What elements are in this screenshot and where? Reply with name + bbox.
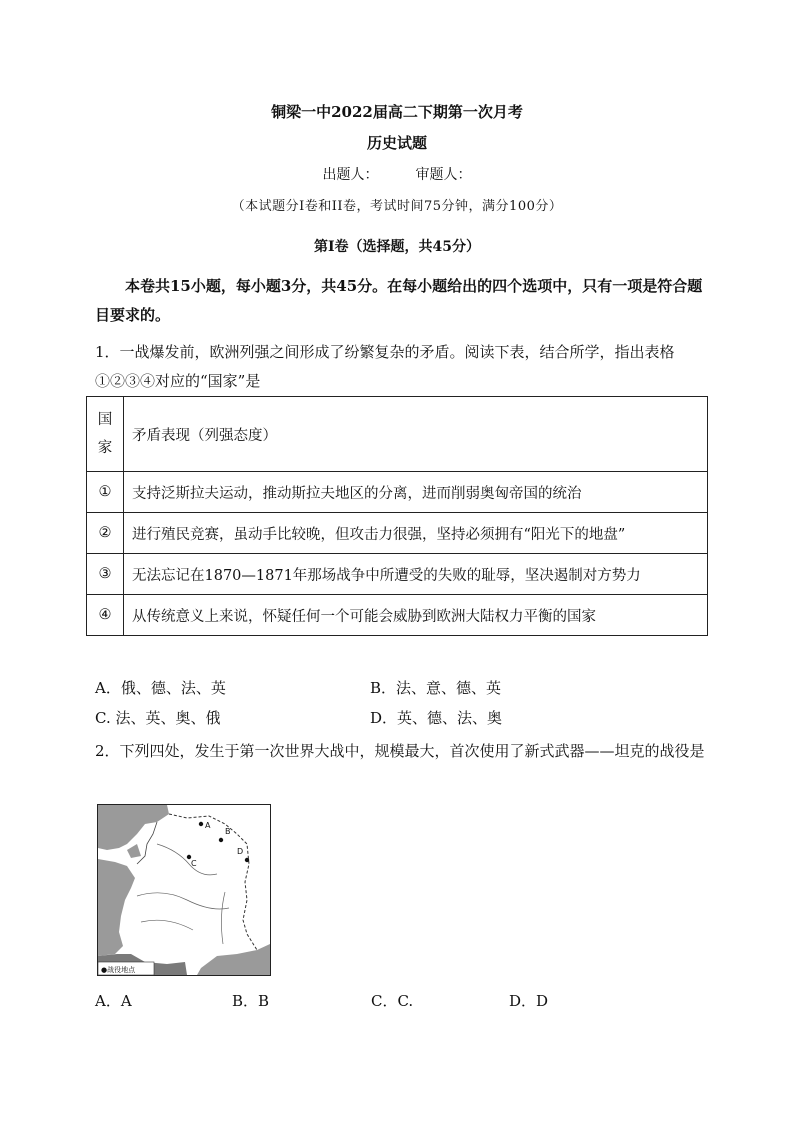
- table-header-country-text: 国家: [97, 412, 113, 456]
- question-1-stem: 1．一战爆发前，欧洲列强之间形成了纷繁复杂的矛盾。阅读下表，结合所学，指出表格①②③④对应的“国家”是: [95, 343, 675, 390]
- map-marker-label: B: [225, 827, 231, 836]
- map-marker-label: A: [205, 821, 211, 830]
- table-header-row: [87, 397, 708, 472]
- table-header-conflict: 矛盾表现（列强态度）: [124, 397, 708, 472]
- q1-option-a[interactable]: A．俄、德、法、英: [95, 679, 226, 697]
- map-marker-label: D: [237, 847, 244, 856]
- reviewer-label: 审题人：: [415, 167, 472, 183]
- staff-line: [0, 164, 794, 184]
- q2-option-a[interactable]: A．A: [95, 992, 132, 1010]
- table-cell-text: 进行殖民竞赛，虽动手比较晚，但攻击力很强，坚持必须拥有“阳光下的地盘”: [124, 513, 708, 554]
- map-marker: [199, 822, 203, 826]
- map-marker: [245, 858, 249, 862]
- table-cell-index: ③: [87, 554, 124, 595]
- table-row: [87, 513, 708, 554]
- exam-title: 铜梁一中2022届高二下期第一次月考: [271, 103, 523, 121]
- q2-option-c[interactable]: C．C.: [371, 992, 414, 1010]
- table-row: [87, 595, 708, 636]
- q2-option-d[interactable]: D．D: [509, 992, 549, 1010]
- section-heading: 第Ⅰ卷（选择题，共45分）: [313, 239, 481, 255]
- map-marker: [219, 838, 223, 842]
- q2-option-b[interactable]: B．B: [232, 992, 270, 1010]
- table-cell-text: 从传统意义上来说，怀疑任何一个可能会威胁到欧洲大陆权力平衡的国家: [124, 595, 708, 636]
- table-cell-index: ①: [87, 472, 124, 513]
- table-cell-text: 支持泛斯拉夫运动，推动斯拉夫地区的分离，进而削弱奥匈帝国的统治: [124, 472, 708, 513]
- setter-label: 出题人：: [322, 167, 379, 183]
- exam-note: （本试题分Ⅰ卷和ⅠⅠ卷，考试时间75分钟，满分100分）: [231, 199, 563, 214]
- map-marker-label: C: [191, 859, 197, 868]
- q1-option-c[interactable]: C. 法、英、奥、俄: [95, 709, 221, 727]
- table-cell-index: ④: [87, 595, 124, 636]
- table-cell-text: 无法忘记在1870—1871年那场战争中所遭受的失败的耻辱，坚决遏制对方势力: [124, 554, 708, 595]
- q1-option-b[interactable]: B．法、意、德、英: [370, 679, 502, 697]
- section-instruction: 本卷共15小题，每小题3分，共45分。在每小题给出的四个选项中，只有一项是符合题目要求的。: [95, 277, 703, 324]
- conflict-table: [86, 396, 708, 636]
- table-row: [87, 472, 708, 513]
- q1-option-d[interactable]: D．英、德、法、奥: [370, 709, 503, 727]
- table-row: [87, 554, 708, 595]
- question-2-stem: 2．下列四处，发生于第一次世界大战中，规模最大，首次使用了新式武器——坦克的战役是: [95, 742, 705, 760]
- subject-title: 历史试题: [366, 134, 427, 152]
- france-map-svg: [97, 804, 271, 976]
- table-cell-index: ②: [87, 513, 124, 554]
- table-header-country: [87, 397, 124, 472]
- map-legend: ●战役地点: [101, 966, 136, 974]
- battle-map: [97, 804, 271, 976]
